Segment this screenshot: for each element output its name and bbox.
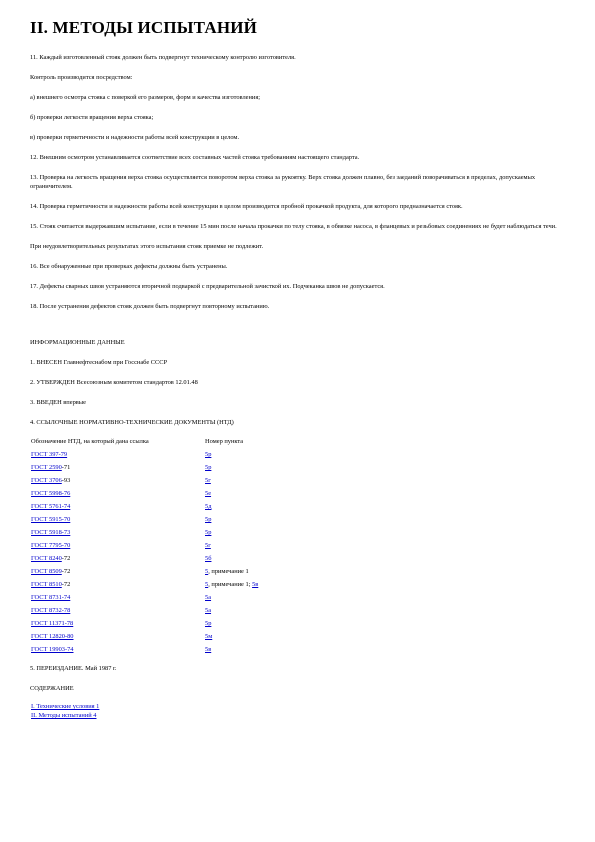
paragraph: 16. Все обнаруженные при проверках дефекты должны быть устранены.: [30, 263, 228, 270]
paragraph: Контроль производится посредством:: [30, 74, 133, 81]
paragraph: 18. После устранения дефектов стояк должен быть подвергнут повторному испытанию.: [30, 303, 270, 310]
clause-link[interactable]: 5а: [205, 594, 212, 601]
table-row: [31, 513, 258, 526]
paragraph: При неудовлетворительных результатах этого испытания стояк приемке не подлежит.: [30, 243, 264, 250]
clause-link[interactable]: 5р: [205, 451, 212, 458]
table-of-contents: [31, 702, 575, 720]
gost-link[interactable]: ГОСТ 8240: [31, 555, 62, 562]
gost-link[interactable]: ГОСТ 8731-74: [31, 594, 71, 601]
document-cell: [31, 617, 205, 630]
section-title: II. МЕТОДЫ ИСПЫТАНИЙ: [30, 18, 258, 37]
table-row: [31, 448, 258, 461]
info-item-5: 5. ПЕРЕИЗДАНИЕ. Май 1987 г.: [30, 665, 117, 672]
info-section-tail: [30, 664, 575, 693]
paragraph: 17. Дефекты сварных швов устраняются вторичной подваркой с предварительной зачисткой их. Подчеканка швов не допускается.: [30, 283, 385, 290]
table-row: [31, 617, 258, 630]
gost-year-suffix: -71: [61, 464, 71, 471]
table-row: [31, 500, 258, 513]
gost-year-suffix: -72: [61, 581, 71, 588]
clause-cell: [205, 539, 258, 552]
clause-cell: [205, 500, 258, 513]
info-item-1: 1. ВНЕСЕН Главнефтеснабом при Госснабе СССР: [30, 359, 168, 366]
gost-link[interactable]: ГОСТ 5918-73: [31, 529, 71, 536]
paragraph: 13. Проверка на легкость вращения верха стояка осуществляется поворотом верха стояка за рукоятку. Верх стояка должен плавно, без заеданий поворачиваться в пределах, допускаемых ограничителем.: [30, 174, 536, 190]
references-table: [31, 436, 258, 656]
document-cell: [31, 565, 205, 578]
document-cell: [31, 539, 205, 552]
gost-link[interactable]: ГОСТ 397-79: [31, 451, 68, 458]
document-cell: [31, 474, 205, 487]
clause-link[interactable]: 5м: [205, 633, 213, 640]
gost-link[interactable]: ГОСТ 8510: [31, 581, 62, 588]
table-row: [31, 474, 258, 487]
table-row: [31, 565, 258, 578]
document-cell: [31, 552, 205, 565]
document-page: [30, 16, 575, 720]
clause-cell: [205, 643, 258, 656]
contents-heading: СОДЕРЖАНИЕ: [30, 685, 74, 692]
clause-link[interactable]: 5: [205, 568, 209, 575]
clause-cell: [205, 630, 258, 643]
clause-link[interactable]: 5б: [205, 555, 212, 562]
table-row: [31, 604, 258, 617]
clause-link[interactable]: 5е: [205, 490, 212, 497]
gost-year-suffix: -72: [61, 555, 71, 562]
info-section: [30, 338, 575, 427]
clause-link[interactable]: 5д: [205, 503, 212, 510]
document-cell: [31, 643, 205, 656]
table-row: [31, 552, 258, 565]
table-row: [31, 591, 258, 604]
clause-link[interactable]: 5г: [205, 477, 211, 484]
info-item-4: 4. ССЫЛОЧНЫЕ НОРМАТИВНО-ТЕХНИЧЕСКИЕ ДОКУМЕНТЫ (НТД): [30, 419, 234, 426]
clause-cell: [205, 526, 258, 539]
clause-cell: [205, 513, 258, 526]
info-item-3: 3. ВВЕДЕН впервые: [30, 399, 86, 406]
table-row: [31, 630, 258, 643]
paragraph: 14. Проверка герметичности и надежности работы всей конструкции в целом производится пробной прокачкой продукта, для которого предназначается стояк.: [30, 203, 463, 210]
document-cell: [31, 526, 205, 539]
clause-cell: [205, 565, 258, 578]
gost-link[interactable]: ГОСТ 11371-78: [31, 620, 74, 627]
document-cell: [31, 487, 205, 500]
gost-link[interactable]: ГОСТ 7795-70: [31, 542, 71, 549]
clause-link[interactable]: 5: [205, 581, 209, 588]
table-header-row: [31, 436, 258, 448]
gost-link[interactable]: ГОСТ 3706: [31, 477, 62, 484]
gost-link[interactable]: ГОСТ 19903-74: [31, 646, 74, 653]
gost-link[interactable]: ГОСТ 8732-78: [31, 607, 71, 614]
table-row: [31, 539, 258, 552]
clause-link[interactable]: 5р: [205, 620, 212, 627]
paragraph: а) внешнего осмотра стояка с поверкой его размеров, форм и качества изготовления;: [30, 94, 261, 101]
gost-link[interactable]: ГОСТ 5998-76: [31, 490, 71, 497]
toc-link-test-methods[interactable]: II. Методы испытаний 4: [31, 712, 97, 719]
clause-cell: [205, 552, 258, 565]
clause-cell: [205, 604, 258, 617]
paragraph: 15. Стояк считается выдержавшим испытание, если в течение 15 мин после начала прокачки по телу стояка, в обвязке насоса, в фланцевых и резьбовых соединениях не будет наблюдаться течи.: [30, 223, 557, 230]
gost-link[interactable]: ГОСТ 5915-70: [31, 516, 71, 523]
toc-link-technical-conditions[interactable]: I. Технические условия 1: [31, 703, 100, 710]
clause-link[interactable]: 5а: [205, 607, 212, 614]
document-cell: [31, 578, 205, 591]
gost-link[interactable]: ГОСТ 5761-74: [31, 503, 71, 510]
clause-link[interactable]: 5р: [205, 516, 212, 523]
table-row: [31, 461, 258, 474]
paragraph: б) проверки легкости вращения верха стояка;: [30, 114, 154, 121]
document-cell: [31, 513, 205, 526]
column-header-document: Обозначение НТД, на который дана ссылка: [31, 438, 149, 445]
clause-cell: [205, 474, 258, 487]
document-cell: [31, 591, 205, 604]
clause-link[interactable]: 5р: [205, 464, 212, 471]
gost-year-suffix: -72: [61, 568, 71, 575]
paragraph: 11. Каждый изготовленный стояк должен быть подвергнут техническому контролю изготовителя.: [30, 54, 296, 61]
document-cell: [31, 630, 205, 643]
gost-year-suffix: -93: [61, 477, 71, 484]
table-row: [31, 487, 258, 500]
clause-note: , примечание 1: [208, 568, 249, 575]
gost-link[interactable]: ГОСТ 8509: [31, 568, 62, 575]
clause-cell: [205, 487, 258, 500]
document-cell: [31, 500, 205, 513]
gost-link[interactable]: ГОСТ 2590: [31, 464, 62, 471]
clause-link[interactable]: 5в: [205, 646, 212, 653]
document-cell: [31, 604, 205, 617]
document-cell: [31, 461, 205, 474]
table-row: [31, 526, 258, 539]
clause-link[interactable]: 5г: [205, 542, 211, 549]
info-heading: ИНФОРМАЦИОННЫЕ ДАННЫЕ: [30, 339, 125, 346]
info-item-2: 2. УТВЕРЖДЕН Всесоюзным комитетом стандартов 12.01.48: [30, 379, 198, 386]
gost-link[interactable]: ГОСТ 12820-80: [31, 633, 74, 640]
paragraph: в) проверки герметичности и надежности работы всей конструкции в целом.: [30, 134, 240, 141]
clause-cell: [205, 617, 258, 630]
paragraph: 12. Внешним осмотром устанавливается соответствие всех составных частей стояка требованиям настоящего стандарта.: [30, 154, 360, 161]
column-header-clause: Номер пункта: [205, 438, 244, 445]
table-row: [31, 578, 258, 591]
table-row: [31, 643, 258, 656]
test-methods-paragraphs: [30, 53, 575, 311]
clause-cell: [205, 578, 258, 591]
clause-cell: [205, 448, 258, 461]
clause-link[interactable]: 5р: [205, 529, 212, 536]
clause-cell: [205, 461, 258, 474]
document-cell: [31, 448, 205, 461]
clause-link[interactable]: 5в: [252, 581, 259, 588]
clause-note: , примечание 1;: [208, 581, 253, 588]
clause-cell: [205, 591, 258, 604]
